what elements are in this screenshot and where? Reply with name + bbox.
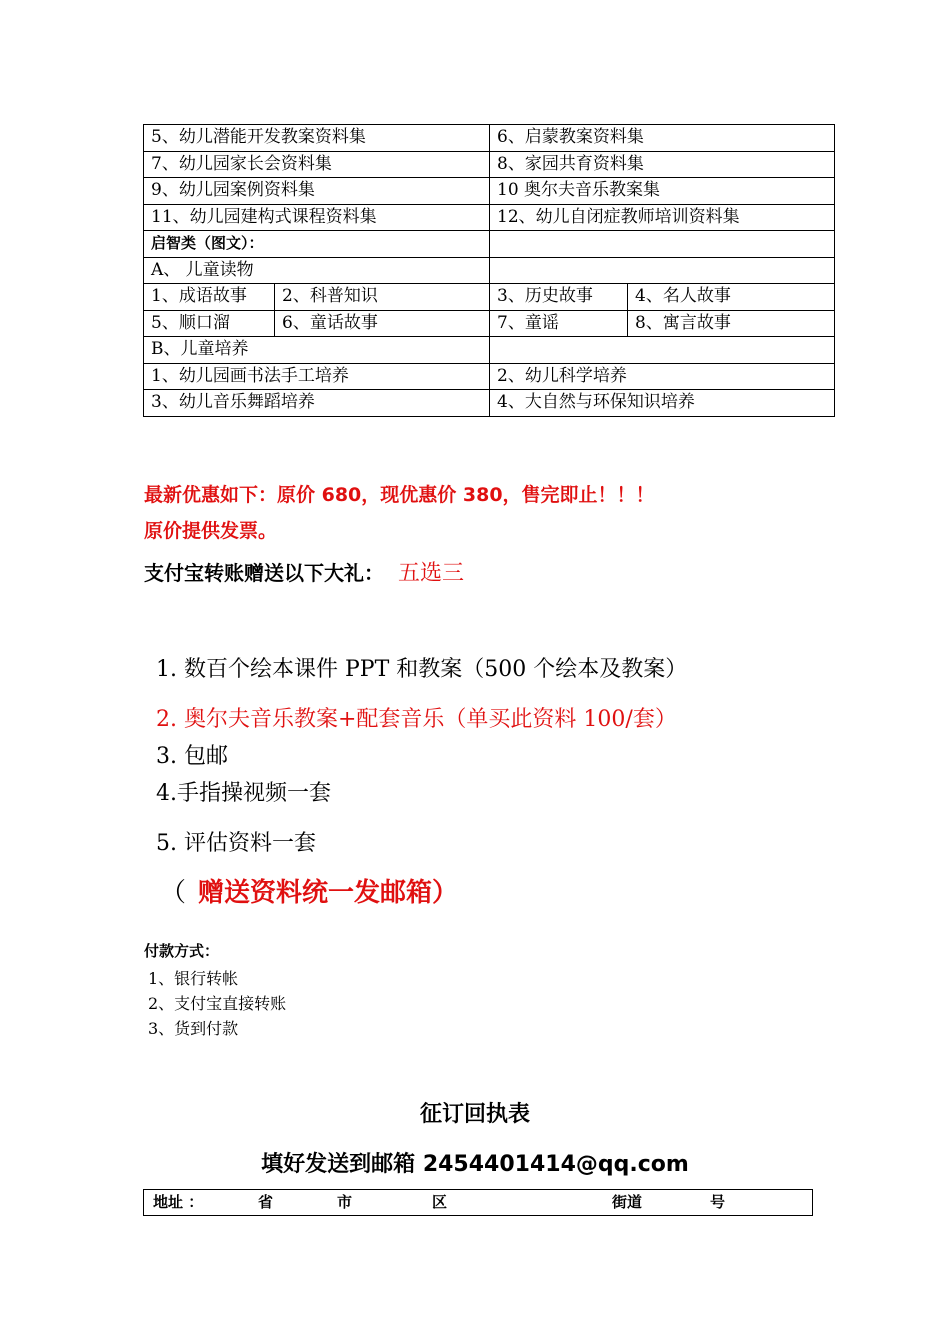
catalog-cell: 2、幼儿科学培养: [490, 363, 835, 390]
gift-heading: [144, 556, 464, 587]
catalog-cell: 8、家园共育资料集: [490, 151, 835, 178]
table-row: [144, 310, 835, 337]
table-row: [144, 231, 835, 258]
offer-invoice: 原价提供发票。: [144, 520, 278, 542]
catalog-cell: 1、成语故事: [144, 284, 275, 311]
table-row: [144, 204, 835, 231]
street-label: 街道: [612, 1193, 643, 1211]
catalog-cell: 9、幼儿园案例资料集: [144, 178, 490, 205]
gift-note-text: 赠送资料统一发邮箱）: [198, 878, 459, 908]
catalog-cell: 4、名人故事: [628, 284, 835, 311]
table-row: [144, 257, 835, 284]
gift-item: 1. 数百个绘本课件 PPT 和教案（500 个绘本及教案）: [156, 657, 688, 682]
table-row: [144, 284, 835, 311]
offer-price: 最新优惠如下：原价 680，现优惠价 380，售完即止！！！: [144, 484, 655, 506]
empty-cell: [490, 257, 835, 284]
table-row: [144, 151, 835, 178]
catalog-cell: 3、幼儿音乐舞蹈培养: [144, 390, 490, 417]
empty-cell: [490, 231, 835, 258]
payment-method: 2、支付宝直接转账: [148, 994, 287, 1013]
table-row: [144, 390, 835, 417]
province-label: 省: [258, 1193, 274, 1211]
catalog-cell: 4、大自然与环保知识培养: [490, 390, 835, 417]
form-title: 征订回执表: [419, 1102, 530, 1127]
table-row: [144, 125, 835, 152]
gift-item: 2. 奥尔夫音乐教案+配套音乐（单买此资料 100/套）: [156, 707, 677, 732]
city-label: 市: [337, 1193, 353, 1211]
group-heading: A、 儿童读物: [144, 257, 490, 284]
catalog-cell: 6、童话故事: [275, 310, 490, 337]
gift-item: 5. 评估资料一套: [156, 831, 316, 856]
gift-item: 3. 包邮: [156, 744, 228, 769]
number-label: 号: [710, 1193, 726, 1211]
catalog-cell: 5、幼儿潜能开发教案资料集: [144, 125, 490, 152]
catalog-cell: 10 奥尔夫音乐教案集: [490, 178, 835, 205]
catalog-cell: 12、幼儿自闭症教师培训资料集: [490, 204, 835, 231]
group-heading: B、儿童培养: [144, 337, 490, 364]
table-row: [144, 337, 835, 364]
payment-method: 3、货到付款: [148, 1019, 239, 1038]
gift-note: [160, 872, 458, 909]
gift-pick: 五选三: [398, 561, 465, 586]
catalog-cell: 1、幼儿园画书法手工培养: [144, 363, 490, 390]
table-row: [144, 363, 835, 390]
gift-item: 4.手指操视频一套: [156, 781, 331, 806]
catalog-cell: 7、幼儿园家长会资料集: [144, 151, 490, 178]
catalog-cell: 2、科普知识: [275, 284, 490, 311]
catalog-cell: 3、历史故事: [490, 284, 628, 311]
catalog-table: [143, 124, 835, 417]
catalog-cell: 8、寓言故事: [628, 310, 835, 337]
catalog-cell: 5、顺口溜: [144, 310, 275, 337]
gift-note-paren: （: [160, 878, 187, 908]
payment-heading: 付款方式：: [144, 942, 220, 960]
catalog-cell: 7、童谣: [490, 310, 628, 337]
district-label: 区: [432, 1193, 448, 1211]
address-row: [143, 1189, 813, 1216]
table-row: [144, 178, 835, 205]
section-heading: 启智类（图文）：: [144, 231, 490, 258]
gift-heading-label: 支付宝转账赠送以下大礼：: [144, 561, 384, 585]
payment-method: 1、银行转帐: [148, 969, 239, 988]
catalog-cell: 6、启蒙教案资料集: [490, 125, 835, 152]
empty-cell: [490, 337, 835, 364]
address-label: 地址 ：: [153, 1193, 204, 1211]
form-email-instruction: 填好发送到邮箱 2454401414@qq.com: [261, 1152, 689, 1177]
catalog-cell: 11、幼儿园建构式课程资料集: [144, 204, 490, 231]
